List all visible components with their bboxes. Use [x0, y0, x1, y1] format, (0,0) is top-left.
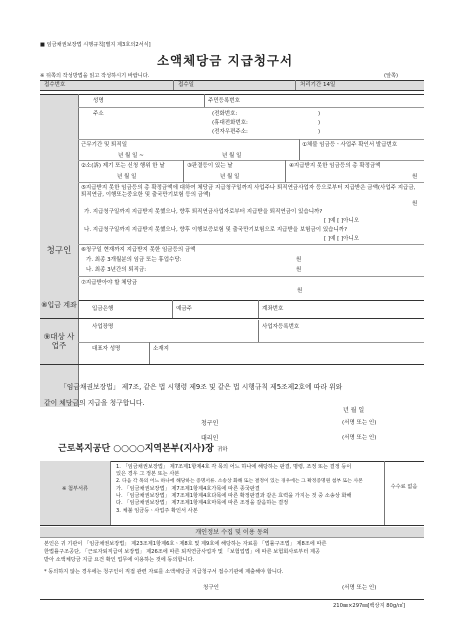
addressee: 근로복지공단 ○○○○지역본부(지사)장 귀하: [58, 444, 228, 454]
privacy-text: 받아 소액체당금 지급 요건 확인 업무에 이용하는 것에 동의합니다.: [44, 557, 195, 563]
attachment-item: 2. 다음 각 목의 어느 하나에 해당하는 증명서류. 소송상 화해 또는 결정이 있는 경우에는 그 확정증명원 첨부 또는 사본: [116, 479, 363, 484]
attachment-item: 가. 「임금채권보장법」 제7조제1항제4호가목에 따른 종국판결: [116, 486, 260, 492]
attachments-label: ※ 첨부서류: [61, 486, 89, 492]
item1-label: ①체불 임금등ㆍ사업주 확인서 발급번호: [302, 142, 398, 148]
account-label: 계좌번호: [262, 306, 284, 312]
bullet-icon: ■: [40, 42, 45, 48]
item7-label: ⑦지급받아야 할 체당금: [81, 280, 138, 286]
item6-ga: 가. 최종 3개월분의 임금 또는 휴업수당:: [86, 257, 182, 263]
address-label: 주소: [93, 111, 104, 117]
declaration-date: 년 월 일: [343, 407, 365, 414]
rrn-label: 주민등록번호: [208, 98, 240, 104]
item2-label: ②소(訴) 제기 또는 신청 행위 한 날: [81, 163, 165, 169]
business-reg-label: 사업자등록번호: [262, 324, 300, 330]
privacy-text: 한법률구조공단, 「근로자퇴직급여 보장법」 제26조에 따른 퇴직연금사업자 및 「보험업법」에 따른 보험회사로부터 제공: [44, 549, 321, 555]
item5-ga: 가. 지급청구일까지 지급받지 못했으나, 향후 퇴직연금사업자로부터 지급받을 퇴직연금이 있습니까?: [84, 209, 323, 215]
page-side: (앞쪽): [384, 73, 399, 79]
privacy-heading: 개인정보 수집 및 이용 동의: [195, 529, 269, 536]
phone-close: ): [318, 111, 321, 117]
item7-won: 원: [297, 288, 303, 294]
law-reference: ■ 임금채권보장법 시행규칙[별지 제3호의2서식]: [40, 42, 151, 48]
attachment-item: 다. 「임금채권보장법」 제7조제1항제4호마목에 따른 조정을 갈음하는 결정: [116, 500, 289, 506]
attachment-item: 나. 「임금채권보장법」 제7조제1항제4호다목에 따른 확정판결과 같은 효력을 가지는 것 중 소송상 화해: [116, 493, 352, 499]
item4-won: 원: [412, 174, 418, 180]
attachment-item: 있은 경우 그 정본 또는 사본: [116, 471, 180, 477]
business-name-label: 사업장명: [92, 324, 114, 330]
receipt-number-label: 접수번호: [44, 82, 66, 88]
item6-na: 나. 최종 3년간의 퇴직금:: [86, 267, 147, 273]
work-period-label: 근무기간 및 퇴직일: [81, 142, 128, 148]
item5-na-choice[interactable]: [ ]예 [ ]아니오: [324, 236, 360, 242]
item5-na: 나. 지급청구일까지 지급받지 못했으나, 향후 이행보증보험 및 출국만기보험으로 지급받을 보험금이 있습니까?: [84, 227, 347, 233]
name-label: 성명: [93, 98, 104, 104]
agent-sign[interactable]: (서명 또는 인): [342, 435, 377, 441]
work-start-date: 년 월 일 ~: [118, 153, 144, 159]
item4-label: ④지급받지 못한 임금등의 총 확정금액: [289, 163, 381, 169]
holder-label: 예금주: [176, 306, 192, 312]
agent-sign-label: 대리인: [201, 435, 219, 442]
mobile-close: ): [318, 120, 321, 126]
privacy-sign[interactable]: (서명 또는 인): [342, 585, 377, 591]
bank-label: 입금은행: [92, 306, 114, 312]
attachment-item: 1. 「임금채권보장법」 제7조제1항제4호 각 목의 어느 하나에 해당하는 판결, 명령, 조정 또는 결정 등이: [116, 464, 352, 470]
item2-date: 년 월 일: [117, 174, 137, 180]
phone-label: (전화번호:: [212, 111, 238, 117]
item3-label: ③판결등이 있는 날: [187, 163, 233, 169]
bank-section-label: ⑧입금 계좌: [41, 301, 77, 309]
claimant-section-label: 청구인: [46, 246, 72, 256]
item5-ga-choice[interactable]: [ ]예 [ ]아니오: [324, 218, 360, 224]
processing-period: 처리기간 14일: [300, 82, 336, 88]
item5-text: ⑤지급받지 못한 임금등의 총 확정금액에 대하여 체당금 지급청구일까지 사업주나 퇴직연금사업자 등으로부터 지급받은 금액(사업주 지급금, 퇴직연금, 이행또는중요한 및 출국만기보험 등의 금액): [81, 185, 416, 198]
receipt-date-label: 접수일: [178, 82, 194, 88]
declaration-line2: 같이 체당금의 지급을 청구합니다.: [44, 399, 145, 407]
item6-label: ⑥청구일 현재까지 지급받지 못한 임금등의 금액: [81, 247, 196, 253]
attachment-item: 3. 체불 임금등ㆍ사업주 확인서 사본: [116, 508, 198, 514]
receipt-row: [40, 80, 424, 90]
paper-spec: 210㎜×297㎜[백상지 80g/㎡]: [333, 603, 406, 609]
work-end-date: 년 월 일: [222, 153, 242, 159]
item5-won: 원: [412, 201, 418, 207]
privacy-claimant-label: 청구인: [203, 585, 219, 591]
item6-na-won: 원: [296, 267, 302, 273]
privacy-text: 본인은 귀 기관이 「임금채권보장법」 제23조제1항제6호ㆍ제8호 및 제9호에 해당하는 자료를 「법률구조법」 제8조에 따른: [44, 541, 327, 547]
email-close: ): [318, 129, 321, 135]
item3-date: 년 월 일: [220, 174, 240, 180]
location-label: 소재지: [153, 346, 169, 352]
instruction-text: ※ 뒤쪽의 작성방법을 읽고 작성하시기 바랍니다.: [40, 73, 150, 79]
privacy-note: * 동의하지 않는 경우에는 청구인이 직접 관련 자료를 소액체당금 지급청구서 접수기관에 제출해야 합니다.: [44, 569, 284, 575]
form-title: 소액체당금 지급청구서: [156, 53, 294, 68]
mobile-label: (휴대전화번호:: [212, 120, 248, 126]
declaration-line1: 「임금채권보장법」 제7조, 같은 법 시행령 제9조 및 같은 법 시행규칙 제5조제2호에 따라 위와: [60, 383, 343, 391]
email-label: (전자우편주소:: [212, 129, 248, 135]
claimant-sign-label: 청구인: [201, 420, 219, 427]
item6-ga-won: 원: [296, 257, 302, 263]
fee-label: 수수료 없음: [390, 484, 418, 490]
representative-label: 대표자 성명: [92, 346, 121, 352]
employer-section-label: ⑨대상 사업주: [43, 332, 75, 351]
claimant-sign[interactable]: (서명 또는 인): [342, 420, 377, 426]
